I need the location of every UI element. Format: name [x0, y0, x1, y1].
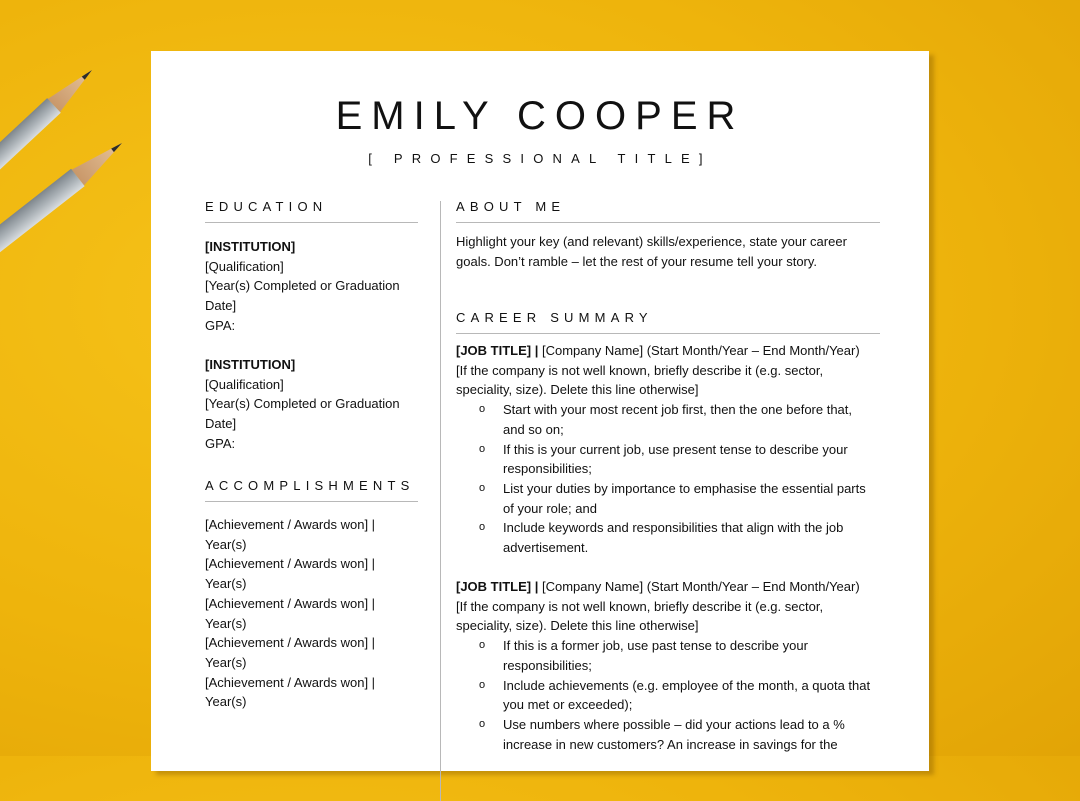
bullet-text: increase in new customers? An increase in savings for the: [503, 736, 838, 752]
accomplishment-year: Year(s): [205, 654, 247, 670]
accomplishment-item: [205, 515, 375, 554]
bullet-text: advertisement.: [503, 540, 589, 556]
qualification: [Qualification]: [205, 258, 284, 274]
graduation-year-cont: Date]: [205, 416, 237, 432]
job-bullet: [456, 400, 886, 439]
pencil-bottom: [0, 134, 129, 310]
accomplishment-year: Year(s): [205, 694, 247, 710]
accomplishment-text: [Achievement / Awards won] |: [205, 595, 376, 611]
job-description: [If the company is not well known, briefly describe it (e.g. sector,: [456, 362, 824, 378]
job-company: [Company Name] (Start Month/Year – End Month/Year): [538, 579, 860, 594]
accomplishment-text: [Achievement / Awards won] |: [205, 635, 376, 651]
accomplishment-item: [205, 554, 375, 593]
education-rule: [205, 222, 418, 223]
graduation-year: [Year(s) Completed or Graduation: [205, 396, 400, 412]
bullet-marker: o: [479, 678, 486, 691]
job-bullet: [456, 636, 886, 675]
job-bullet: [456, 518, 886, 557]
bullet-text: Include keywords and responsibilities that align with the job: [503, 520, 844, 536]
bullet-marker: o: [479, 717, 486, 730]
job-description-cont: speciality, size). Delete this line otherwise]: [456, 382, 699, 398]
accomplishments-list: [205, 515, 375, 712]
bullet-marker: o: [479, 639, 486, 652]
accomplishment-item: [205, 633, 375, 672]
accomplishments-rule: [205, 501, 418, 502]
bullet-text: and so on;: [503, 421, 564, 437]
graduation-year-cont: Date]: [205, 298, 237, 314]
institution: [INSTITUTION]: [205, 239, 296, 254]
bullet-marker: o: [479, 442, 486, 455]
career-rule: [456, 333, 880, 334]
accomplishment-item: [205, 594, 375, 633]
column-divider: [440, 201, 441, 801]
gpa: GPA:: [205, 435, 236, 451]
job-bullets: [456, 636, 886, 754]
bullet-text: If this is a former job, use past tense to describe your: [503, 638, 808, 654]
accomplishment-year: Year(s): [205, 576, 247, 592]
education-heading: EDUCATION: [205, 199, 328, 214]
accomplishment-text: [Achievement / Awards won] |: [205, 674, 376, 690]
job-entry: [456, 577, 886, 754]
about-text: [456, 232, 847, 271]
bullet-text: responsibilities;: [503, 657, 592, 673]
bullet-marker: o: [479, 481, 486, 494]
about-line: Highlight your key (and relevant) skills/experience, state your career: [456, 234, 847, 249]
accomplishments-heading: ACCOMPLISHMENTS: [205, 478, 415, 493]
about-heading: ABOUT ME: [456, 199, 566, 214]
job-bullet: [456, 440, 886, 479]
bullet-text: Start with your most recent job first, then the one before that,: [503, 402, 853, 418]
accomplishment-year: Year(s): [205, 536, 247, 552]
pencils-image: [0, 0, 160, 310]
job-description-cont: speciality, size). Delete this line otherwise]: [456, 618, 699, 634]
bullet-text: If this is your current job, use present tense to describe your: [503, 441, 848, 457]
professional-title: [ PROFESSIONAL TITLE]: [368, 151, 712, 166]
about-rule: [456, 222, 880, 223]
job-entry: [456, 341, 886, 558]
job-bullet: [456, 479, 886, 518]
qualification: [Qualification]: [205, 376, 284, 392]
accomplishment-text: [Achievement / Awards won] |: [205, 556, 376, 572]
education-entry: [205, 355, 400, 454]
resume-page: [151, 51, 929, 771]
bullet-text: responsibilities;: [503, 461, 592, 477]
job-bullet: [456, 676, 886, 715]
resume-name: EMILY COOPER: [335, 94, 745, 138]
bullet-marker: o: [479, 521, 486, 534]
job-bullets: [456, 400, 886, 558]
job-company: [Company Name] (Start Month/Year – End Month/Year): [538, 343, 860, 358]
education-entry: [205, 237, 400, 336]
bullet-marker: o: [479, 403, 486, 416]
gpa: GPA:: [205, 317, 236, 333]
bullet-text: Use numbers where possible – did your actions lead to a %: [503, 716, 845, 732]
graduation-year: [Year(s) Completed or Graduation: [205, 278, 400, 294]
about-line: goals. Don’t ramble – let the rest of your resume tell your story.: [456, 253, 818, 269]
accomplishment-item: [205, 673, 375, 712]
career-heading: CAREER SUMMARY: [456, 310, 653, 325]
job-bullet: [456, 715, 886, 754]
institution: [INSTITUTION]: [205, 357, 296, 372]
bullet-text: Include achievements (e.g. employee of the month, a quota that: [503, 677, 871, 693]
accomplishment-text: [Achievement / Awards won] |: [205, 517, 376, 532]
bullet-text: of your role; and: [503, 500, 597, 516]
bullet-text: List your duties by importance to emphasise the essential parts: [503, 480, 866, 496]
job-description: [If the company is not well known, briefly describe it (e.g. sector,: [456, 598, 824, 614]
accomplishment-year: Year(s): [205, 615, 247, 631]
job-title: [JOB TITLE] |: [456, 343, 539, 358]
bullet-text: you met or exceeded);: [503, 697, 633, 713]
job-title: [JOB TITLE] |: [456, 579, 539, 594]
